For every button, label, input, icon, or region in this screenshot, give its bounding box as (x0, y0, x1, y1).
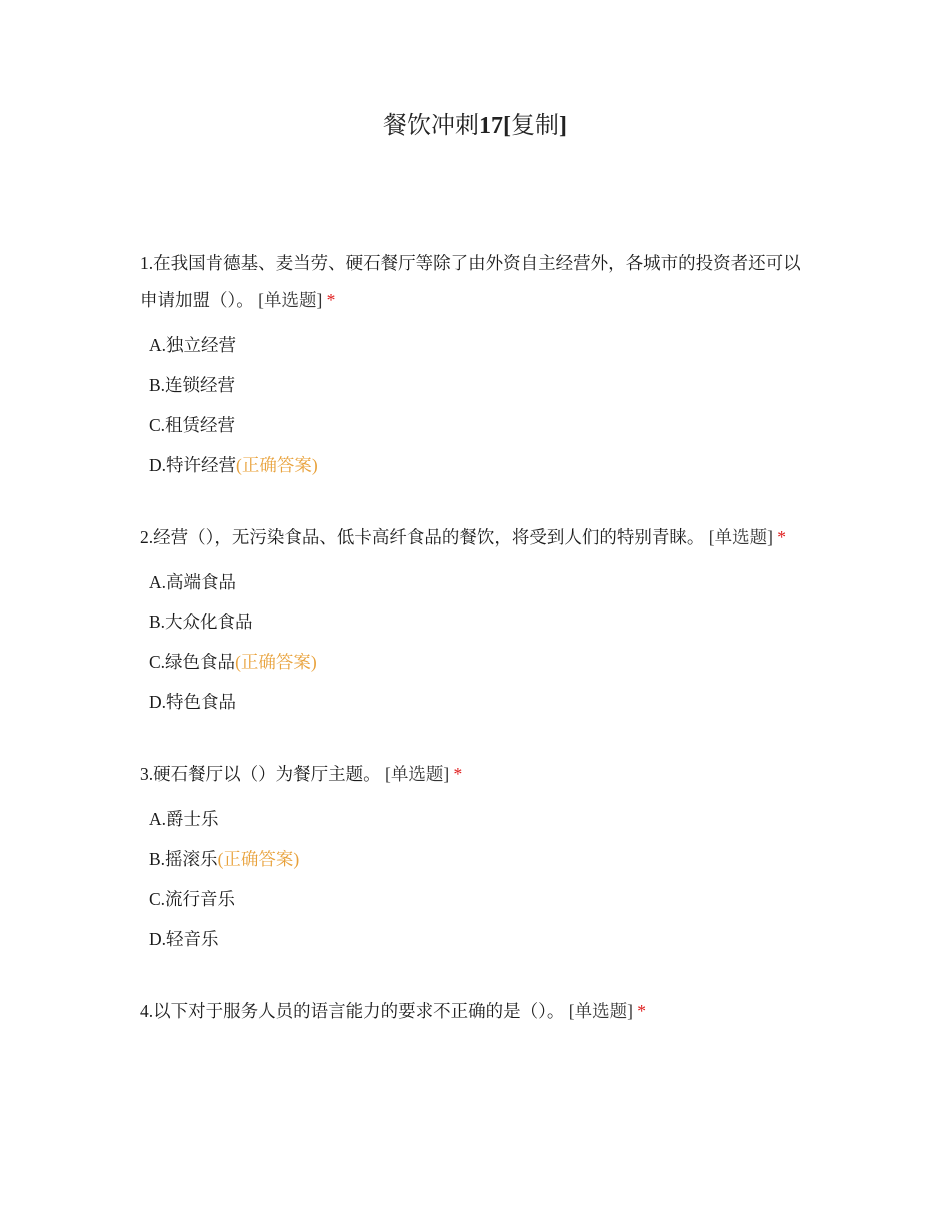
option-label: D.轻音乐 (149, 929, 219, 949)
question-type: [单选题] (258, 290, 323, 310)
correct-answer-tag: (正确答案) (235, 652, 317, 672)
question-stem (140, 993, 815, 1030)
required-mark: * (453, 764, 463, 784)
option-label: B.摇滚乐 (149, 849, 218, 869)
option-a[interactable] (140, 562, 815, 602)
question-text: 3.硬石餐厅以（）为餐厅主题。 (140, 764, 381, 784)
required-mark: * (777, 527, 787, 547)
option-label: D.特色食品 (149, 692, 237, 712)
page-title (0, 108, 950, 144)
question-stem (140, 245, 815, 319)
option-b[interactable] (140, 602, 815, 642)
title-suffix: 复制 (511, 113, 559, 139)
option-label: B.连锁经营 (149, 375, 236, 395)
option-d[interactable] (140, 682, 815, 722)
correct-answer-tag: (正确答案) (236, 455, 318, 475)
option-label: A.高端食品 (149, 572, 237, 592)
option-d[interactable] (140, 919, 815, 959)
option-label: A.爵士乐 (149, 809, 219, 829)
question-text: 4.以下对于服务人员的语言能力的要求不正确的是（）。 (140, 1001, 565, 1021)
required-mark: * (637, 1001, 647, 1021)
option-label: C.租赁经营 (149, 415, 236, 435)
question-2 (140, 519, 815, 722)
question-text: 2.经营（），无污染食品、低卡高纤食品的餐饮，将受到人们的特别青睐。 (140, 527, 705, 547)
question-type: [单选题] (708, 527, 773, 547)
required-mark: * (326, 290, 336, 310)
correct-answer-tag: (正确答案) (217, 849, 300, 869)
question-4 (140, 993, 815, 1030)
question-stem (140, 519, 815, 556)
question-1 (140, 245, 815, 485)
title-close: ] (559, 113, 567, 139)
option-b[interactable] (140, 839, 815, 879)
option-b[interactable] (140, 365, 815, 405)
option-label: A.独立经营 (149, 335, 237, 355)
question-type: [单选题] (385, 764, 450, 784)
option-label: D.特许经营 (149, 455, 237, 475)
question-3 (140, 756, 815, 959)
title-main: 餐饮冲刺 (383, 113, 479, 139)
option-c[interactable] (140, 879, 815, 919)
option-a[interactable] (140, 799, 815, 839)
title-code: 17[ (479, 113, 511, 139)
option-c[interactable] (140, 642, 815, 682)
option-label: B.大众化食品 (149, 612, 253, 632)
option-d[interactable] (140, 445, 815, 485)
question-text: 1.在我国肯德基、麦当劳、硬石餐厅等除了由外资自主经营外，各城市的投资者还可以申请加盟（）。 (140, 253, 801, 310)
option-label: C.流行音乐 (149, 889, 236, 909)
question-list (140, 245, 815, 1064)
option-a[interactable] (140, 325, 815, 365)
question-stem (140, 756, 815, 793)
option-label: C.绿色食品 (149, 652, 236, 672)
question-type: [单选题] (568, 1001, 633, 1021)
option-c[interactable] (140, 405, 815, 445)
